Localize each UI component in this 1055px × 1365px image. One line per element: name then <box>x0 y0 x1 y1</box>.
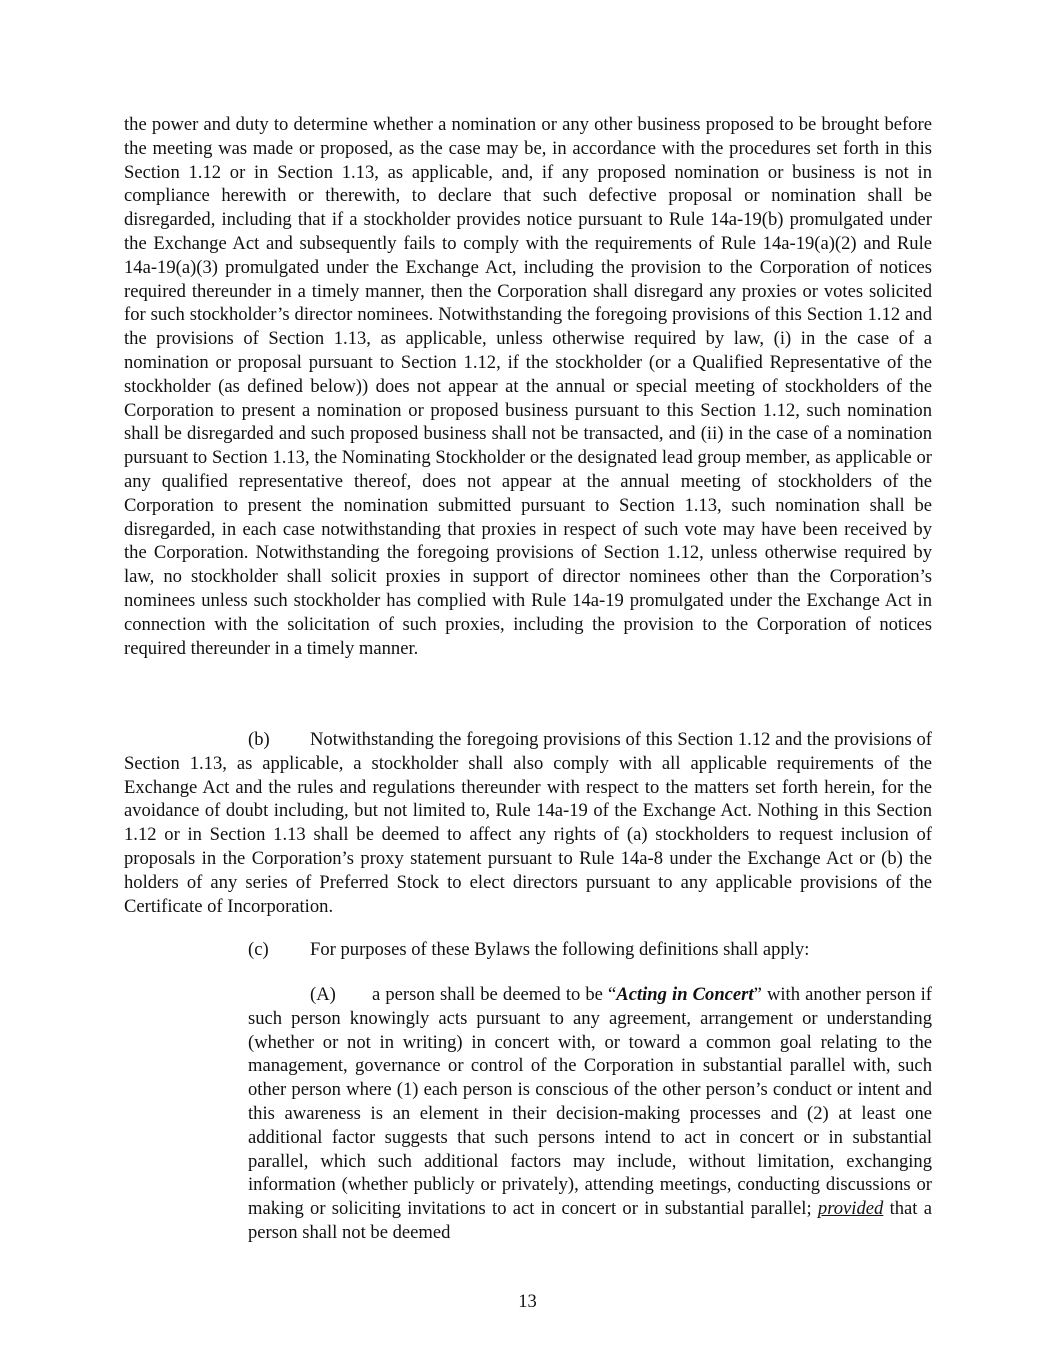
paragraph-A-text-before: a person shall be deemed to be “ <box>372 984 617 1005</box>
paragraph-c <box>124 938 932 962</box>
paragraph-A-label: (A) <box>310 984 336 1005</box>
paragraph-b <box>124 728 932 918</box>
page-number: 13 <box>518 1291 537 1312</box>
paragraph-b-text: Notwithstanding the foregoing provisions of this Section 1.12 and the provisions of Section 1.13, as applicable, a stockholder shall also comply with all applicable requirements of the Exchange Act and the rules and regulations thereunder with respect to the matters set forth herein, for the avoidance of doubt including, but not limited to, Rule 14a-19 of the Exchange Act. Nothing in this Section 1.12 or in Section 1.13 shall be deemed to affect any rights of (a) stockholders to request inclusion of proposals in the Corporation’s proxy statement pursuant to Rule 14a-8 under the Exchange Act or (b) the holders of any series of Preferred Stock to elect directors pursuant to any applicable provisions of the Certificate of Incorporation. <box>124 729 932 917</box>
paragraph-continuation: the power and duty to determine whether a nomination or any other business proposed to be brought before the meeting was made or proposed, as the case may be, in accordance with the procedures set forth in this Section 1.12 or in Section 1.13, as applicable, and, if any proposed nomination or business is not in compliance herewith or therewith, to declare that such defective proposal or nomination shall be disregarded, including that if a stockholder provides notice pursuant to Rule 14a-19(b) promulgated under the Exchange Act and subsequently fails to comply with the requirements of Rule 14a-19(a)(2) and Rule 14a-19(a)(3) promulgated under the Exchange Act, including the provision to the Corporation of notices required thereunder in a timely manner, then the Corporation shall disregard any proxies or votes solicited for such stockholder’s director nominees. Notwithstanding the foregoing provisions of this Section 1.12 and the provisions of Section 1.13, as applicable, unless otherwise required by law, (i) in the case of a nomination or proposal pursuant to Section 1.12, if the stockholder (or a Qualified Representative of the stockholder (as defined below)) does not appear at the annual or special meeting of stockholders of the Corporation to present a nomination or proposed business pursuant to this Section 1.12, such nomination shall be disregarded and such proposed business shall not be transacted, and (ii) in the case of a nomination pursuant to Section 1.13, the Nominating Stockholder or the designated lead group member, as applicable or any qualified representative thereof, does not appear at the annual meeting of stockholders of the Corporation to present the nomination submitted pursuant to Section 1.13, such nomination shall be disregarded, in each case notwithstanding that proxies in respect of such vote may have been received by the Corporation. Notwithstanding the foregoing provisions of Section 1.12, unless otherwise required by law, no stockholder shall solicit proxies in support of director nominees other than the Corporation’s nominees unless such stockholder has complied with Rule 14a-19 promulgated under the Exchange Act in connection with the solicitation of such proxies, including the provision to the Corporation of notices required thereunder in a timely manner. <box>124 114 932 659</box>
proviso-provided: provided <box>817 1198 884 1220</box>
paragraph-c-label: (c) <box>248 939 269 960</box>
paragraph-A-text-after: that a person shall not be deemed <box>248 1198 932 1243</box>
paragraph-A-text-middle: ” with another person if such person knowingly acts pursuant to any agreement, arrangement or understanding (whether or not in writing) in concert with, or toward a common goal relating to the management, governance or control of the Corporation in substantial parallel with, such other person where (1) each person is conscious of the other person’s conduct or intent and this awareness is an element in their decision-making processes and (2) at least one additional factor suggests that such persons intend to act in concert or in substantial parallel, which such additional factors may include, without limitation, exchanging information (whether publicly or privately), attending meetings, conducting discussions or making or soliciting invitations to act in concert or in substantial parallel; <box>248 984 932 1220</box>
paragraph-b-label: (b) <box>248 729 270 750</box>
paragraph-A <box>248 983 932 1245</box>
defined-term-acting-in-concert: Acting in Concert <box>616 984 754 1005</box>
paragraph-c-text: For purposes of these Bylaws the following definitions shall apply: <box>310 939 810 960</box>
